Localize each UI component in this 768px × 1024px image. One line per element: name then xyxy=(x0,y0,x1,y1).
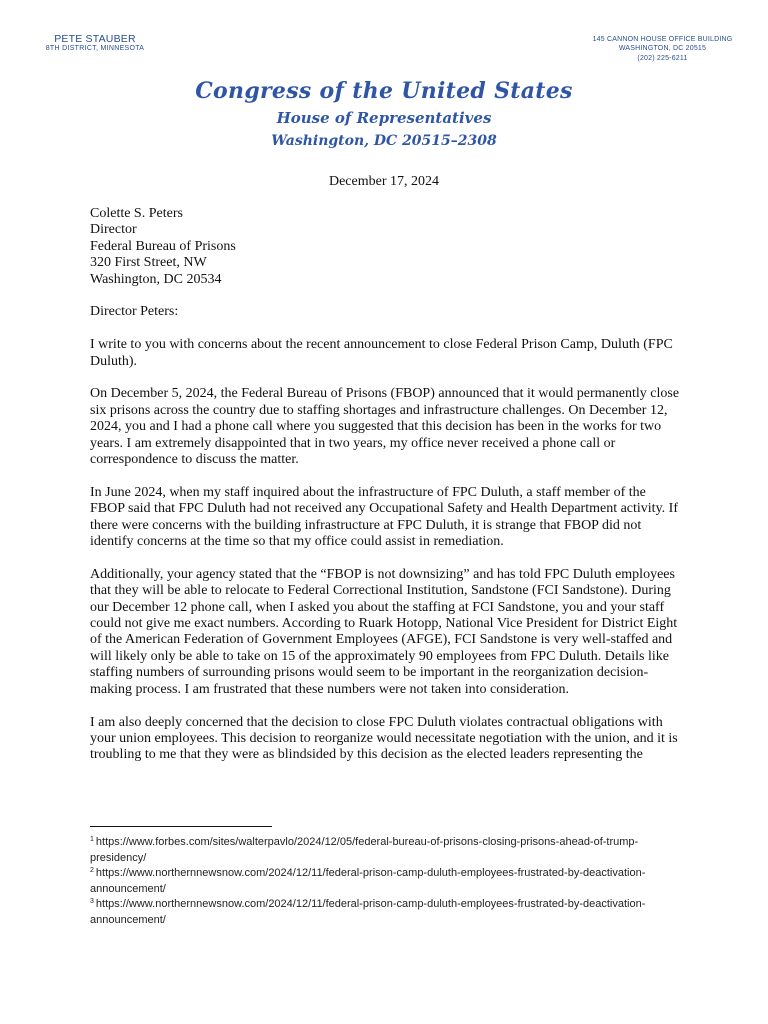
sender-block xyxy=(40,33,150,53)
letterhead-congress: Congress of the United States xyxy=(195,78,573,104)
footnote-number: 1 xyxy=(90,836,94,843)
paragraph: Additionally, your agency stated that the “FBOP is not downsizing” and has told FPC Duluth employees that they will be able to relocate to Federal Correctional Institution, Sandstone (FCI Sandstone). During our December 12 phone call, when I asked you about the staffing at FCI Sandstone, you and your staff could not give me exact numbers. According to Ruark Hotopp, National Vice President for District Eight of the American Federation of Government Employees (AFGE), FCI Sandstone is very well-staffed and will likely only be able to take on 15 of the approximately 90 employees from FPC Duluth. Details like staffing numbers of surrounding prisons would seem to be important in the reorganization decision-making process. I am frustrated that these numbers were not taken into consideration. xyxy=(90,566,678,697)
letter-date: December 17, 2024 xyxy=(328,174,440,189)
footnote xyxy=(90,866,680,897)
recipient-address xyxy=(90,206,680,288)
footnote-number: 2 xyxy=(90,867,94,874)
recipient-name: Colette S. Peters xyxy=(90,206,183,221)
office-address-block xyxy=(590,35,735,63)
footnote xyxy=(90,897,680,928)
paragraph: In June 2024, when my staff inquired about the infrastructure of FPC Duluth, a staff member of the FBOP said that FPC Duluth had not received any Occupational Safety and Health Department activity. If there were concerns with the building infrastructure at FPC Duluth, it is strange that FBOP did not identify concerns at the time so that my office could assist in remediation. xyxy=(90,484,678,550)
footnote-link[interactable]: https://www.forbes.com/sites/walterpavlo/2024/12/05/federal-bureau-of-prisons-closing-prisons-ahead-of-trump-presidency/ xyxy=(90,836,639,864)
recipient-street: 320 First Street, NW xyxy=(90,255,207,271)
sender-district: 8TH DISTRICT, MINNESOTA xyxy=(45,45,145,53)
footnote-link[interactable]: https://www.northernnewsnow.com/2024/12/11/federal-prison-camp-duluth-employees-frustrated-by-deactivation-announcement/ xyxy=(90,898,646,926)
letterhead xyxy=(0,76,768,152)
sender-name: PETE STAUBER xyxy=(54,33,136,45)
footnote-link[interactable]: https://www.northernnewsnow.com/2024/12/11/federal-prison-camp-duluth-employees-frustrated-by-deactivation-announcement/ xyxy=(90,867,646,895)
paragraph: I write to you with concerns about the recent announcement to close Federal Prison Camp, Duluth (FPC Duluth). xyxy=(90,337,673,369)
footnotes xyxy=(90,835,680,928)
letterhead-address: Washington, DC 20515–2308 xyxy=(271,133,497,149)
footnote-divider xyxy=(90,826,272,827)
footnote-number: 3 xyxy=(90,898,94,905)
paragraph: On December 5, 2024, the Federal Bureau of Prisons (FBOP) announced that it would permanently close six prisons across the country due to staffing shortages and infrastructure challenges. On December 12, 2024, you and I had a phone call where you suggested that this decision has been in the works for two years. I am extremely disappointed that in two years, my office never received a phone call or correspondence to discuss the matter. xyxy=(90,386,680,468)
recipient-title: Director xyxy=(90,222,137,238)
salutation: Director Peters: xyxy=(90,304,179,320)
recipient-city: Washington, DC 20534 xyxy=(90,271,222,287)
letter-body xyxy=(90,206,680,780)
footnote xyxy=(90,835,680,866)
letterhead-house: House of Representatives xyxy=(276,109,492,127)
office-phone: (202) 225-6211 xyxy=(637,54,688,62)
paragraph: I am also deeply concerned that the decision to close FPC Duluth violates contractual obligations with your union employees. This decision to reorganize would necessitate negotiation with the union, and it is troubling to me that they were as blindsided by this decision as the elected leaders representing the xyxy=(90,714,678,763)
recipient-org: Federal Bureau of Prisons xyxy=(90,238,236,254)
office-building: 145 CANNON HOUSE OFFICE BUILDING xyxy=(592,36,733,43)
office-city: WASHINGTON, DC 20515 xyxy=(618,45,707,53)
